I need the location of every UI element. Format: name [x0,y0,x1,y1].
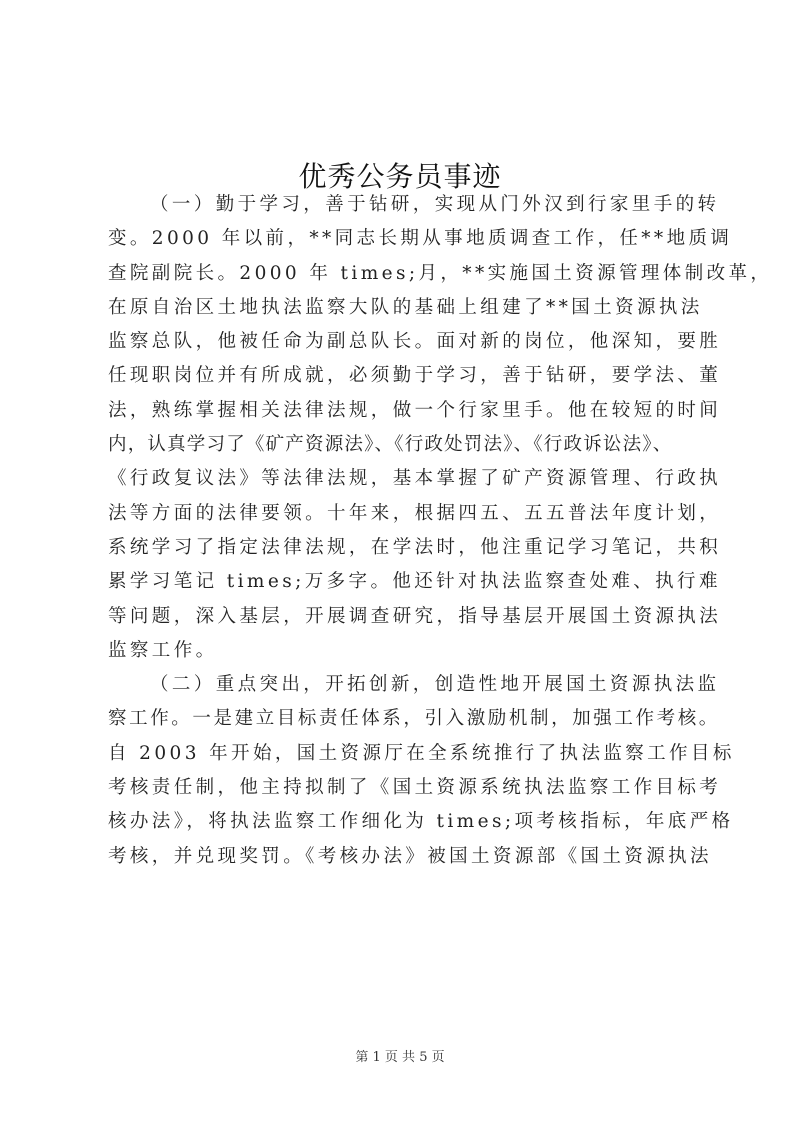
text-line: 累学习笔记 times;万多字。他还针对执法监察查处难、执行难 [108,571,721,593]
text-line: 自 2003 年开始，国土资源厅在全系统推行了执法监察工作目标 [108,742,735,764]
paragraph-2 [108,668,735,874]
text-line: 任现职岗位并有所成就，必须勤于学习，善于钻研，要学法、董 [108,365,722,387]
text-line: 监察工作。 [108,639,218,661]
text-line: 变。2000 年以前，**同志长期从事地质调查工作，任**地质调 [108,228,733,250]
text-line: 法等方面的法律要领。十年来，根据四五、五五普法年度计划， [108,502,722,524]
text-line: 系统学习了指定法律法规，在学法时，他注重记学习笔记，共积 [108,536,722,558]
paragraph-1 [108,188,773,668]
text-line: （二）重点突出，开拓创新，创造性地开展国土资源执法监 [150,674,720,696]
text-line: （一）勤于学习，善于钻研，实现从门外汉到行家里手的转 [150,194,720,215]
text-line: 内，认真学习了《矿产资源法》、《行政处罚法》、《行政诉讼法》、 [108,434,673,456]
text-line: 察工作。一是建立目标责任体系，引入激励机制，加强工作考核。 [108,708,720,730]
text-line: 考核，并兑现奖罚。《考核办法》被国土资源部《国土资源执法 [108,845,712,867]
text-line: 查院副院长。2000 年 times;月，**实施国土资源管理体制改革， [108,262,773,284]
document-title: 优秀公务员事迹 [298,159,502,193]
text-line: 考核责任制，他主持拟制了《国土资源系统执法监察工作目标考 [108,777,722,799]
text-line: 《行政复议法》等法律法规，基本掌握了矿产资源管理、行政执 [108,468,722,490]
page-number-footer: 第 1 页 共 5 页 [355,1050,445,1065]
text-line: 核办法》，将执法监察工作细化为 times;项考核指标，年底严格 [108,811,734,833]
text-line: 监察总队，他被任命为副总队长。面对新的岗位，他深知，要胜 [108,331,722,353]
text-line: 法，熟练掌握相关法律法规，做一个行家里手。他在较短的时间 [108,399,722,421]
text-line: 等问题，深入基层，开展调查研究，指导基层开展国土资源执法 [108,605,722,627]
text-line: 在原自治区土地执法监察大队的基础上组建了**国土资源执法 [108,296,703,318]
document-body [108,188,773,874]
